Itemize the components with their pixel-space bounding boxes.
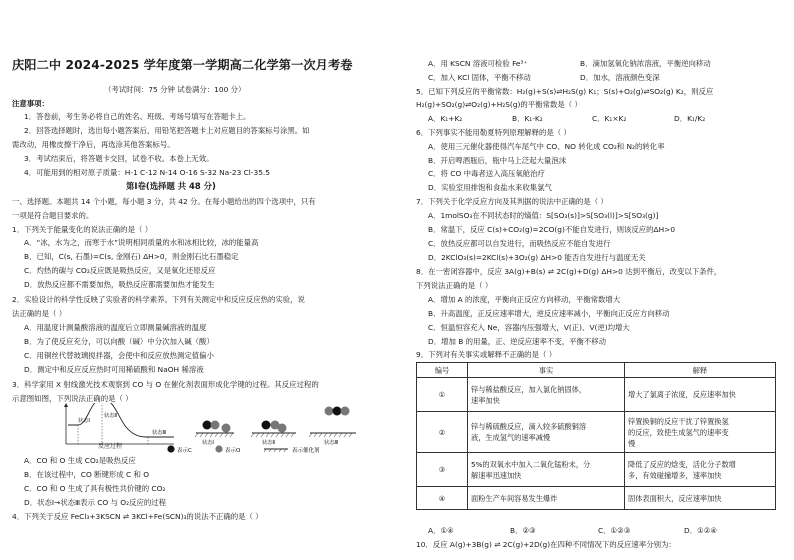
table-row — [417, 453, 776, 487]
legend-o-label: 表示O — [225, 448, 241, 454]
note-line: 1．答卷前，考生务必将自己的姓名、班级、考场号填写在答题卡上。 — [24, 112, 251, 121]
q7-option: B．常温下，反应 C(s)+CO₂(g)=2CO(g)不能自发进行，则该反应的ΔH>0 — [428, 225, 676, 234]
q3-option: C．CO 和 O 生成了具有极性共价键的 CO₂ — [24, 484, 166, 493]
carbon-atom — [203, 421, 212, 430]
q1-option: A．“冰，水为之，而寒于水”说明相同质量的水和冰相比较，冰的能量高 — [24, 238, 259, 247]
carbon-atom — [262, 421, 271, 430]
q5-stem: 5．已知下列反应的平衡常数：H₂(g)+S(s)⇌H₂S(g) K₁；S(s)+O₂(g)⇌SO₂(g) K₂，则反应 — [416, 87, 714, 96]
q8-option: C．恒温恒容充入 Ne，容器内压强增大，V(正)、V(逆)均增大 — [428, 323, 630, 332]
q8-option: B．升高温度，正反应速率增大，逆反应速率减小，平衡向正反应方向移动 — [428, 309, 670, 318]
carbon-legend-icon — [167, 445, 174, 452]
fact-cell: 5%的双氧水中加入二氧化锰粉末，分 解速率迅速加快 — [468, 453, 625, 487]
catalyst-surfaces — [195, 433, 356, 437]
section-title: 第Ⅰ卷(选择题 共 48 分) — [126, 181, 216, 191]
q6-option: D．实验室用排饱和食盐水来收集氯气 — [428, 183, 552, 192]
q5-option: D．K₁/K₂ — [674, 114, 706, 123]
header-cell: 事实 — [468, 363, 625, 378]
q7-option: C．放热反应都可以自发进行，而吸热反应不能自发进行 — [428, 239, 611, 248]
q7-option: A．1molSO₃在不同状态时的熵值：S[SO₃(s)]>S[SO₃(l)]>S[SO₃(g)] — [428, 211, 659, 220]
exam-title: 庆阳二中 2024-2025 学年度第一学期高二化学第一次月考卷 — [12, 58, 353, 72]
fact-cell: 锌与稀硫酸反应，滴入较多硫酸铜溶 液，生成氢气的速率减慢 — [468, 412, 625, 453]
state-2-label: 状态Ⅱ — [104, 413, 117, 419]
table-row — [417, 487, 776, 510]
oxygen-legend-icon — [215, 445, 222, 452]
notes-heading: 注意事项： — [12, 99, 49, 108]
row-number: ② — [417, 412, 468, 453]
figure-legend — [166, 444, 366, 454]
q8-option: A．增加 A 的浓度，平衡向正反应方向移动，平衡常数增大 — [428, 295, 621, 304]
q3-stem: 示意图如图，下列说法正确的是（ ） — [12, 394, 133, 403]
row-number: ③ — [417, 453, 468, 487]
state-3-label: 状态Ⅲ — [152, 430, 166, 436]
q2-option: C．用铜丝代替玻璃搅拌器，会使中和反应放热测定值偏小 — [24, 351, 214, 360]
oxygen-atom — [211, 421, 220, 430]
fact-cell: 面粉生产车间容易发生爆炸 — [468, 487, 625, 510]
q2-stem: 法正确的是（ ） — [12, 309, 67, 318]
oxygen-atom — [222, 424, 231, 433]
q5-option: C．K₁×K₂ — [592, 114, 627, 123]
state-1-label: 状态Ⅰ — [202, 440, 214, 445]
q3-option: B．在该过程中，CO 断键形成 C 和 O — [24, 470, 150, 479]
q5-stem: H₂(g)+SO₂(g)⇌O₂(g)+H₂S(g)的平衡常数是（ ） — [416, 100, 582, 109]
q4-stem: 4．下列关于反应 FeCl₃+3KSCN ⇌ 3KCl+Fe(SCN)₃的说法不正确的是（ ） — [12, 512, 263, 521]
q3-option: D．状态Ⅰ→状态Ⅲ表示 CO 与 O₂反应的过程 — [24, 498, 167, 507]
q6-stem: 6．下列事实不能用勒夏特列原理解释的是（ ） — [416, 128, 571, 137]
fact-cell: 锌与稀盐酸反应，加入氯化钠固体， 速率加快 — [468, 378, 625, 412]
legend-c-label: 表示C — [177, 448, 192, 454]
q7-option: D．2KClO₃(s)=2KCl(s)+3O₂(g) ΔH>0 能否自发进行与温度无关 — [428, 253, 646, 262]
q9-option: A．①④ — [428, 526, 454, 535]
q1-option: D．放热反应都不需要加热，吸热反应都需要加热才能发生 — [24, 280, 215, 289]
q8-stem: 8．在一密闭容器中，反应 3A(g)+B(s) ⇌ 2C(g)+D(g) ΔH>0 达到平衡后，改变以下条件， — [416, 267, 722, 276]
q2-option: A．用温度计测量酸溶液的温度后立即测量碱溶液的温度 — [24, 323, 207, 332]
q4-option: D．加水，溶液颜色变深 — [580, 73, 660, 82]
q1-option: C．灼热的碳与 CO₂反应既是吸热反应，又是氧化还原反应 — [24, 266, 216, 275]
q8-stem: 下列说法正确的是（ ） — [416, 281, 493, 290]
q6-option: A．使用三元催化器使得汽车尾气中 CO、NO 转化成 CO₂和 N₂的转化率 — [428, 142, 665, 151]
q8-option: D．增加 B 的用量，正、逆反应速率不变，平衡不移动 — [428, 337, 607, 346]
state-2-label: 状态Ⅱ — [262, 440, 275, 445]
oxygen-atom — [278, 424, 287, 433]
oxygen-atom — [341, 407, 350, 416]
state-3-label: 状态Ⅲ — [324, 440, 338, 445]
q6-option: B．开启啤酒瓶后，瓶中马上泛起大量泡沫 — [428, 156, 567, 165]
q9-option: B．②③ — [510, 526, 536, 535]
exam-info: （考试时间：75 分钟 试卷满分：100 分） — [104, 85, 246, 94]
q9-table — [416, 362, 776, 510]
explanation-cell: 锌置换铜的反应干扰了锌置换氢 的反应，致使生成氢气的速率变 慢 — [625, 412, 776, 453]
header-cell: 解释 — [625, 363, 776, 378]
legend-catalyst-label: 表示催化剂 — [292, 448, 320, 454]
explanation-cell: 降低了反应的焓变，活化分子数增 多，有效碰撞增多，速率加快 — [625, 453, 776, 487]
q10-stem: 10．反应 A(g)+3B(g) ⇌ 2C(g)+2D(g)在四种不同情况下的反应速率分别为： — [416, 540, 676, 549]
q7-stem: 7．下列关于化学反应方向及其判据的说法中正确的是（ ） — [416, 197, 608, 206]
oxygen-atom — [325, 407, 334, 416]
note-line: 2．回答选择题时，选出每小题答案后，用铅笔把答题卡上对应题目的答案标号涂黑。如 — [24, 126, 310, 135]
row-number: ① — [417, 378, 468, 412]
q3-option: A．CO 和 O 生成 CO₂是吸热反应 — [24, 456, 136, 465]
note-line: 4．可能用到的相对原子质量：H-1 C-12 N-14 O-16 S-32 Na-23 Cl-35.5 — [24, 168, 270, 177]
section-intro: 一项是符合题目要求的。 — [12, 211, 94, 220]
carbon-atom — [333, 407, 342, 416]
note-line: 3．考试结束后，将答题卡交回，试卷不收。本卷上无效。 — [24, 154, 214, 163]
table-row — [417, 378, 776, 412]
q9-stem: 9．下列对有关事实或解释不正确的是（ ） — [416, 350, 557, 359]
q3-stem: 3．科学家用 X 射线激光技术观察到 CO 与 O 在催化剂表面形成化学键的过程。其反应过程的 — [12, 380, 319, 389]
header-cell: 编号 — [417, 363, 468, 378]
q4-option: C．加入 KCl 固体，平衡不移动 — [428, 73, 531, 82]
row-number: ④ — [417, 487, 468, 510]
q6-option: C．将 CO 中毒者送入高压氧舱治疗 — [428, 169, 545, 178]
q9-option: D．①②④ — [684, 526, 717, 535]
q2-stem: 2．实验设计的科学性反映了实验者的科学素养。下列有关测定中和反应反应热的实验，说 — [12, 295, 305, 304]
explanation-cell: 固体表面积大，反应速率加快 — [625, 487, 776, 510]
table-header-row — [417, 363, 776, 378]
state-1-label: 状态Ⅰ — [78, 418, 90, 424]
q2-option: D．测定中和反应反应热时可用稀硫酸和 NaOH 稀溶液 — [24, 365, 204, 374]
q4-option: A．用 KSCN 溶液可检验 Fe³⁺ — [428, 59, 528, 68]
q5-option: A．K₁+K₂ — [428, 114, 463, 123]
q4-option: B．滴加氢氧化钠浓溶液，平衡逆向移动 — [580, 59, 711, 68]
y-axis-label — [56, 403, 68, 404]
note-line: 需改动，用橡皮擦干净后，再选涂其他答案标号。 — [12, 140, 175, 149]
x-axis-label: 反应过程 — [98, 443, 123, 450]
q9-option: C．①②③ — [598, 526, 631, 535]
table-row — [417, 412, 776, 453]
q1-stem: 1．下列关于能量变化的说法正确的是（ ） — [12, 225, 153, 234]
q2-option: B．为了使反应充分，可以向酸（碱）中分次加入碱（酸） — [24, 337, 214, 346]
q3-figure — [56, 403, 368, 445]
explanation-cell: 增大了氯离子浓度，反应速率加快 — [625, 378, 776, 412]
q5-option: B．K₁-K₂ — [512, 114, 543, 123]
q1-option: B．已知，C(s, 石墨)=C(s, 金刚石) ΔH>0，则金刚石比石墨稳定 — [24, 252, 239, 261]
section-intro: 一、选择题。本题共 14 个小题，每小题 3 分，共 42 分。在每小题给出的四个选项中，只有 — [12, 197, 316, 206]
